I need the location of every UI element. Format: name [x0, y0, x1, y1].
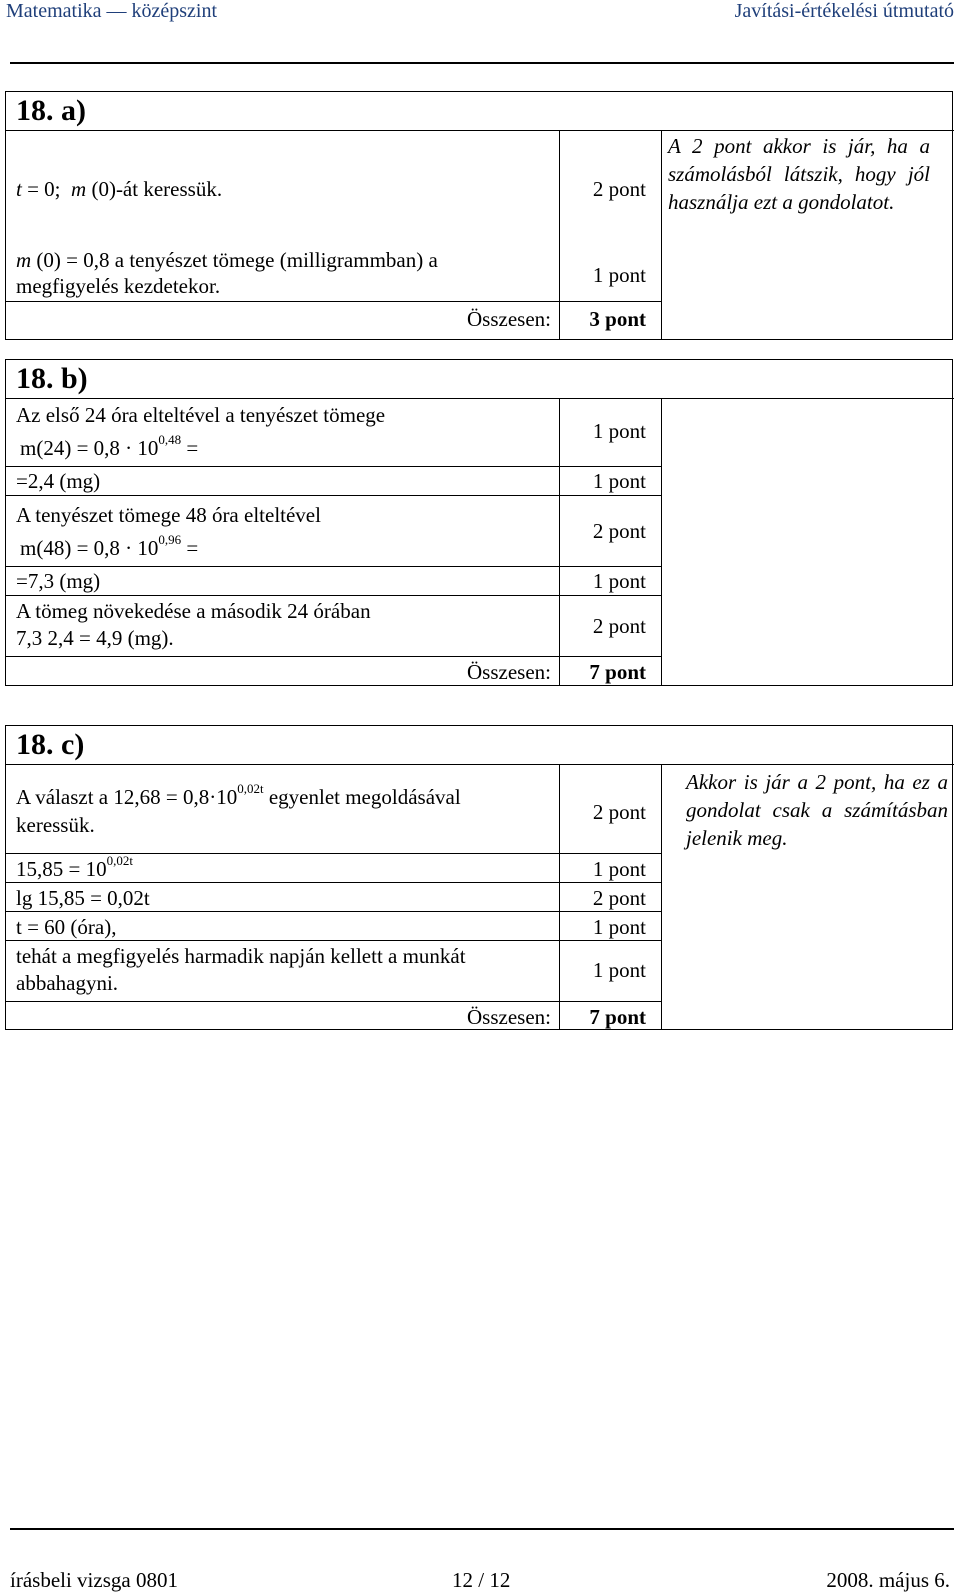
footer-exam-id: írásbeli vizsga 0801 — [10, 1568, 178, 1592]
header-guide-title: Javítási-értékelési útmutató — [734, 0, 954, 22]
total-label: Összesen: — [467, 660, 551, 684]
solution-line: t = 0; m (0)-át keressük. — [16, 177, 223, 201]
solution-line: =7,3 (mg) — [16, 569, 101, 593]
solution-line: keressük. — [16, 813, 95, 837]
score: 1 pont — [592, 469, 646, 493]
page-header — [0, 0, 960, 28]
solution-line: t = 60 (óra), — [16, 915, 117, 939]
formula: $m(48) = 0,8 \cdot 10^{0,96}$ = — [20, 532, 199, 560]
footer-date: 2008. május 6. — [826, 1568, 950, 1592]
score: 2 pont — [592, 886, 646, 910]
score: 1 pont — [592, 958, 646, 982]
score: 2 pont — [592, 177, 646, 201]
solution-line: lg 15,85 = 0,02t — [16, 886, 150, 910]
solution-line: Az első 24 óra elteltével a tenyészet tömege — [16, 403, 386, 427]
total-label: Összesen: — [467, 1005, 551, 1029]
section-title: 18. b) — [16, 362, 88, 395]
score: 1 pont — [592, 569, 646, 593]
total-label: Összesen: — [467, 307, 551, 331]
footer-rule — [10, 1528, 954, 1530]
score: 1 pont — [592, 419, 646, 443]
score: 1 pont — [592, 857, 646, 881]
grading-note: A 2 pont akkor is jár, ha a számolásból látszik, hogy jól használja ezt a gondolatot. — [668, 134, 930, 214]
section-18a — [5, 91, 953, 340]
score: 2 pont — [592, 614, 646, 638]
solution-line: A választ a $12,68 = 0,8\cdot 10^{0,02t}$ egyenlet megoldásával — [16, 781, 461, 809]
solution-line: m (0) = 0,8 a tenyészet tömege (milligrammban) a — [16, 248, 438, 272]
section-18c — [5, 725, 953, 1030]
header-rule — [10, 62, 954, 64]
total-score: 7 pont — [589, 660, 646, 684]
grading-note: Akkor is jár a 2 pont, ha ez a gondolat csak a számításban jelenik meg. — [686, 770, 948, 850]
score: 2 pont — [592, 519, 646, 543]
solution-line: $15,85 = 10^{0,02t}$ — [16, 853, 133, 881]
page-number: 12 / 12 — [452, 1568, 511, 1592]
solution-line: tehát a megfigyelés harmadik napján kellett a munkát — [16, 944, 466, 968]
solution-line: megfigyelés kezdetekor. — [16, 274, 221, 298]
total-score: 3 pont — [589, 307, 646, 331]
score: 1 pont — [592, 263, 646, 287]
solution-line: A tömeg növekedése a második 24 órában — [16, 599, 371, 623]
section-18b — [5, 359, 953, 686]
solution-line: A tenyészet tömege 48 óra elteltével — [16, 503, 321, 527]
formula: $m(24) = 0,8 \cdot 10^{0,48}$ = — [20, 432, 199, 460]
header-subject: Matematika — középszint — [6, 0, 218, 22]
score: 1 pont — [592, 915, 646, 939]
score: 2 pont — [592, 800, 646, 824]
solution-line: 7,3 2,4 = 4,9 (mg). — [16, 626, 174, 650]
solution-line: =2,4 (mg) — [16, 469, 101, 493]
section-title: 18. c) — [16, 728, 85, 761]
section-title: 18. a) — [16, 94, 86, 127]
total-score: 7 pont — [589, 1005, 646, 1029]
solution-line: abbahagyni. — [16, 971, 119, 995]
